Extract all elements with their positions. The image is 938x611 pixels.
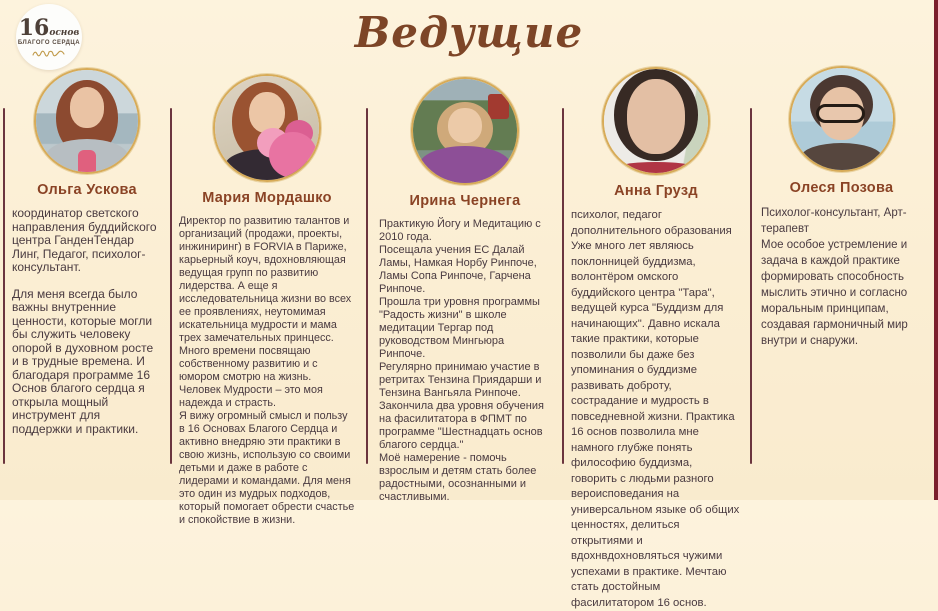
logo-subtitle: БЛАГОГО СЕРДЦА xyxy=(17,39,81,46)
page-edge-strip xyxy=(934,0,938,500)
bio-paragraph: Я вижу огромный смысл и пользу в 16 Основах Благого Сердца и активно внедряю эти практики в свою жизнь, использую со своими детьми и даже в работе с лидерами и командами. Для меня это один из мудрых подходов, который помогает обрести счастье и спокойствие в жизни. xyxy=(179,410,355,526)
bio-paragraph: Регулярно принимаю участие в ретритах Тензина Приядарши и Тензина Вангьяла Ринпоче. xyxy=(379,361,542,399)
bio-paragraph: Закончила два уровня обучения на фасилитатора в ФПМТ по программе "Шестнадцать основ благого сердца." xyxy=(379,400,544,451)
page-title: Ведущие xyxy=(354,8,584,57)
presenter-name: Ирина Чернега xyxy=(409,193,521,209)
photo-peonies xyxy=(269,132,317,178)
presenter-name: Ольга Ускова xyxy=(37,182,137,198)
bio-paragraph: Уже много лет являюсь поклонницей буддизма, волонтёром омского буддийского центра "Тара", ведущей курса "Буддизм для начинающих". Давно искала такие практики, которые позволили бы даже без упоминания о буддизме развивать доброту, сострадание и мудрость в повседневной жизни. Практика 16 основ позволила мне намного глубже понять философию буддизма, говорить с людьми разного вероисповедания на универсальном языке об общих ценностях, делиться открытиями и вдохнвдохновляться чужими успехами в практике. Мечтаю стать достойным фасилитатором 16 основ. xyxy=(571,240,740,609)
presenter-photo xyxy=(411,77,519,185)
photo-face xyxy=(627,79,685,154)
presenter-column-irina xyxy=(368,0,563,503)
bio-paragraph: Психолог-консультант, Арт-терапевт xyxy=(761,207,907,235)
presenter-bio xyxy=(379,218,551,504)
presenter-name: Анна Грузд xyxy=(614,183,698,199)
presenter-photo xyxy=(34,68,140,174)
logo-number: 16 xyxy=(18,14,50,41)
bio-paragraph: психолог, педагог дополнительного образования xyxy=(571,209,732,237)
presenter-bio xyxy=(761,205,922,349)
presenter-photo xyxy=(602,67,710,175)
presenter-photo xyxy=(213,74,321,182)
photo-glasses xyxy=(816,104,865,123)
presenter-column-maria xyxy=(172,0,367,526)
presenter-bio xyxy=(571,208,741,611)
logo-word: основ xyxy=(49,27,80,38)
bio-paragraph: Для меня всегда было важны внутренние ценности, которые могли бы служить человеку опорой в духовном росте и в трудные времена. И благодаря программе 16 Основ благого сердца я открыла мощный инструмент для поддержки и практики. xyxy=(12,286,154,436)
photo-face xyxy=(448,108,481,143)
bio-paragraph: координатор светского направления буддийского центра ГанденТендар Линг, Педагог, психолог-консультант. xyxy=(12,206,157,274)
presenter-name: Олеся Позова xyxy=(789,180,894,196)
photo-pagoda xyxy=(488,94,509,119)
presenter-bio xyxy=(179,215,355,527)
photo-torso xyxy=(801,143,883,172)
photo-face xyxy=(249,92,284,134)
presenter-photo xyxy=(789,66,895,172)
bio-paragraph: Практикую Йогу и Медитацию с 2010 года. xyxy=(379,218,541,243)
photo-torso xyxy=(614,162,697,175)
presenter-name: Мария Мордашко xyxy=(202,190,332,206)
photo-face xyxy=(70,87,105,128)
bio-paragraph: Моё намерение - помочь взрослым и детям стать более радостными, осознанными и счастливыми. xyxy=(379,452,537,503)
presenter-column-olga xyxy=(4,0,170,500)
presenter-column-anna xyxy=(564,0,751,609)
bio-paragraph: Директор по развитию талантов и организаций (продажи, проекты, инжиниринг) в FORVIA в Париже, карьерный коуч, вдохновляющая ведущая групп по развитию лидерства. А еще я исследовательница жизни во всех ее проявлениях, неутомимая искательница мудрости и мама трех замечательных принцесс. Много времени посвящаю собственному развитию и с юмором смотрю на жизнь. Человек Мудрости – это моя надежда и страсть. xyxy=(179,215,352,409)
bio-paragraph: Посещала учения ЕС Далай Ламы, Намкая Норбу Ринпоче, Ламы Сопа Ринпоче, Гарчена Ринпоче. xyxy=(379,244,537,295)
photo-detail xyxy=(78,150,96,172)
presenter-bio xyxy=(12,207,162,436)
bio-paragraph: Мое особое устремление и задача в каждой практике формировать способность мыслить этично и согласно моральным принципам, создавая гармоничный мир внутри и снаружи. xyxy=(761,239,908,347)
presenter-column-olesya xyxy=(752,0,934,500)
photo-torso xyxy=(419,146,511,185)
bio-paragraph: Прошла три уровня программы "Радость жизни" в школе медитации Тергар под руководством Мингьюра Ринпоче. xyxy=(379,296,540,360)
